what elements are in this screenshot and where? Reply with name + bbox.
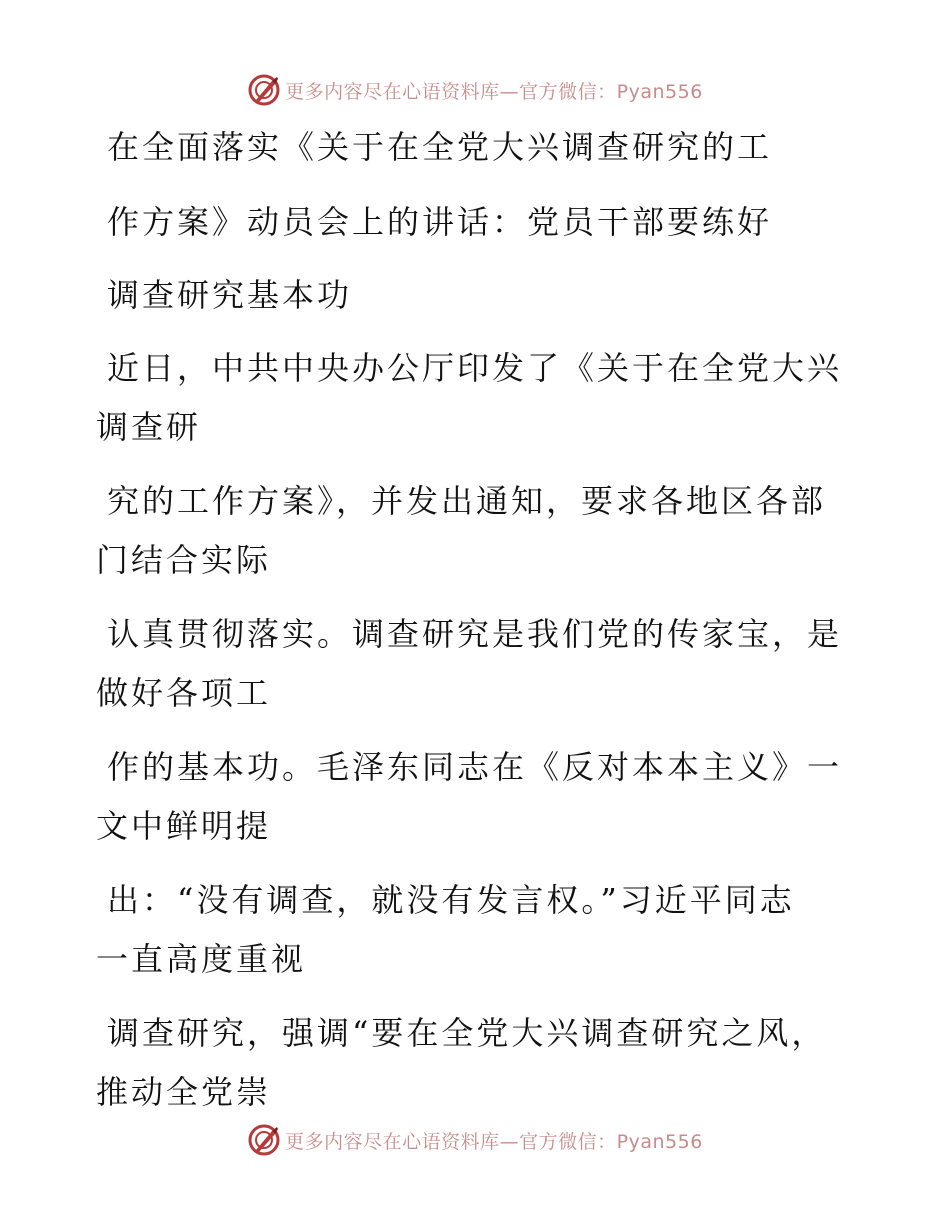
- paragraph-line: 近日，中共中央办公厅印发了《关于在全党大兴: [107, 349, 843, 387]
- title-line-3: 调查研究基本功: [107, 276, 353, 314]
- paragraph-line: 调查研究，强调“要在全党大兴调查研究之风，: [107, 1014, 827, 1052]
- title-line-1: 在全面落实《关于在全党大兴调查研究的工: [107, 128, 773, 166]
- watermark-text: 更多内容尽在心语资料库—官方微信：Pyan556: [285, 1130, 703, 1153]
- watermark-text: 更多内容尽在心语资料库—官方微信：Pyan556: [285, 80, 703, 103]
- paragraph-line: 究的工作方案》，并发出通知，要求各地区各部: [107, 482, 827, 520]
- paragraph-line: 一直高度重视: [96, 940, 307, 978]
- paragraph-line: 做好各项工: [96, 674, 272, 712]
- paragraph-line: 出：“没有调查，就没有发言权。”习近平同志: [107, 881, 795, 919]
- paragraph-line: 调查研: [96, 408, 202, 446]
- footer-watermark: [0, 1120, 950, 1160]
- paragraph-line: 作的基本功。毛泽东同志在《反对本本主义》一: [107, 748, 843, 786]
- paragraph-line: 文中鲜明提: [96, 807, 272, 845]
- paragraph-line: 认真贯彻落实。调查研究是我们党的传家宝，是: [107, 615, 843, 653]
- pen-seal-icon: [247, 1123, 281, 1157]
- paragraph-line: 门结合实际: [96, 541, 272, 579]
- paragraph-line: 推动全党崇: [96, 1073, 272, 1111]
- title-line-2: 作方案》动员会上的讲话：党员干部要练好: [107, 203, 773, 241]
